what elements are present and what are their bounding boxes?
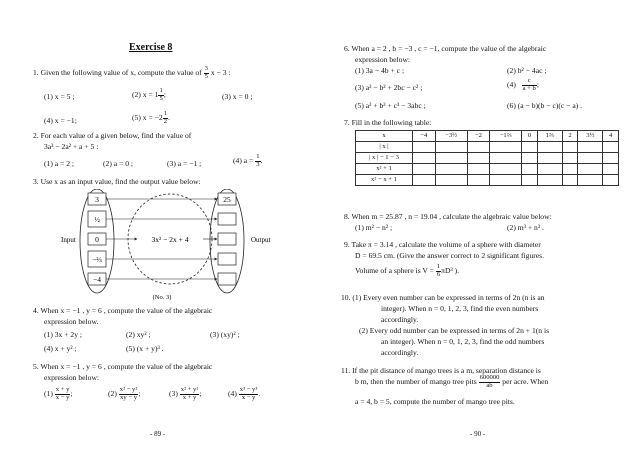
table-header-cell: 4 [603,131,619,142]
input-box-2 [88,211,106,227]
q11-line-3: a = 4, b = 5, compute the number of mango tree pits. [355,397,515,406]
q8-line-1: 8. When m = 25.87 , n = 19.04 , calculate the algebraic value below: [344,212,552,221]
q6-item-3: (3) a² − b² + 2bc − c² ; [355,83,423,92]
q8-item-1: (1) m² − n² ; [355,223,393,232]
q11-line-1: 11. If the pit distance of mango trees is a m, separation distance is [341,366,541,375]
table-row-label: | x | [356,142,413,153]
q1-text: 1. Given the following value of x, compute the value of [33,67,202,77]
table-row-label: x² − x + 1 [356,175,413,186]
q5-item-4: (4) $\frac{\text{x³ − y³}}{x - y}$ . [228,386,261,401]
q1-expr-frac: $\frac{3}{5}$ [204,65,208,80]
table-row [356,175,619,186]
q6-item-6: (6) (a − b)(b − c)(c − a) . [507,101,583,110]
table-header-cell: 3½ [578,131,603,142]
table-row-label: | x | − 1 − 3 [356,153,413,164]
q10-line-5: an integer). When n = 0, 1, 2, 3, find the odd numbers [381,337,545,346]
q8-item-2: (2) m³ + n³ . [507,223,544,232]
q2-line-2: 3a³ − 2a² + a + 5 : [44,142,99,151]
q7-fill-table [355,130,619,186]
q1-expr-tail: x − 3 : [210,67,231,77]
q10-line-1: 10. (1) Every even number can be expressed in terms of 2n (n is an [341,293,545,302]
right-page [319,0,638,452]
q10-line-6: accordingly. [381,348,419,357]
svg-text:25: 25 [223,195,231,204]
q9-line-2: D = 69.5 cm. (Give the answer correct to 2 significant figures. [355,251,545,260]
q1-item-4: (4) x = −1; [44,116,77,125]
q5-line-2: expression below: [44,373,100,382]
page-number-right: - 90 - [470,430,486,438]
output-box-5 [218,273,236,285]
table-row [356,153,619,164]
q4-item-1: (1) 3x + 2y ; [44,330,83,339]
output-box-1 [218,193,236,205]
q9-line-3: Volume of a sphere is V = $\frac{1}{6}$ πD³ ). [355,263,460,278]
q4-line-2: expression below. [44,317,99,326]
q2-item-4: (4) a = $\frac{1}{3}$ . [233,153,263,168]
table-header-cell: 0 [522,131,538,142]
table-header-cell: −1⅔ [490,131,522,142]
q6-line-1: 6. When a = 2 , b = −3 , c = −1, compute the value of the algebraic [344,44,547,53]
q9-line-1: 9. Take π = 3.14 , calculate the volume of a sphere with diameter [344,240,541,249]
q6-line-2: expression below: [355,55,411,64]
q4-item-4: (4) x + y² ; [44,344,77,353]
table-row [356,164,619,175]
q1-item-1: (1) x = 5 ; [44,92,75,101]
table-header-cell: −4 [413,131,436,142]
table-row-label: x² + 1 [356,164,413,175]
q1-item-2: (2) x = 1 $\frac{1}{5}$ ; [132,87,166,102]
diagram-caption: (No. 3) [152,294,172,301]
q5-item-2: (2) $\frac{\text{x² − y²}}{xy - y}$ ; [108,386,141,401]
q10-line-4: (2) Every odd number can be expressed in terms of 2n + 1(n is [359,326,550,335]
output-box-4 [218,253,236,265]
svg-text:−4: −4 [93,275,101,284]
q7-text: 7. Fill in the following table: [344,118,432,127]
output-label: Output [251,236,271,244]
table-header-cell: 2 [562,131,578,142]
table-header-cell: 1⅔ [537,131,562,142]
q10-line-3: accordingly. [381,315,419,324]
q4-item-3: (3) (xy)² ; [210,330,240,339]
input-label: Input [61,236,76,244]
q1-prompt [33,66,231,80]
exercise-title: Exercise 8 [129,42,173,53]
q2-item-2: (2) a = 0 ; [103,159,134,168]
output-box-2 [218,213,236,225]
q1-item-5: (5) x = −2 $\frac{1}{2}$ . [132,110,170,125]
q1-item-3: (3) x = 0 ; [222,92,253,101]
q4-item-5: (5) (x + y)³ . [126,344,164,353]
input-box-5 [88,273,106,285]
input-box-4 [88,251,106,267]
page-number-left: - 89 - [150,430,166,438]
q2-item-1: (1) a = 2 ; [44,159,75,168]
q5-item-1: (1) $\frac{x + y}{x - y}$ ; [44,386,73,401]
function-label: 3x² − 2x + 4 [151,235,189,244]
q5-line-1: 5. When x = −1 , y = 6 , compute the value of the algebraic [33,362,213,371]
svg-text:3: 3 [95,195,99,204]
q6-item-5: (5) a³ + b³ + c³ − 3abc ; [355,101,426,110]
q6-item-1: (1) 3a − 4b + c ; [355,66,405,75]
table-header-cell: −2 [467,131,490,142]
input-box-1 [88,193,106,205]
q10-line-2: integer). When n = 0, 1, 2, 3, find the even numbers [381,304,539,313]
q6-item-2: (2) b² − 4ac ; [507,66,547,75]
table-header-cell: −3½ [435,131,467,142]
q3-text: 3. Use x as an input value, find the output value below: [33,177,201,186]
svg-text:0: 0 [95,235,99,244]
q2-item-3: (3) a = −1 ; [167,159,202,168]
q4-item-2: (2) xy² ; [126,330,151,339]
q2-line-1: 2. For each value of a given below, find the value of [33,131,192,140]
table-header-row [356,131,619,142]
q11-line-2: b m, then the number of mango tree pits $\frac{600000}{ab}$ per acre. When [355,374,549,389]
svg-text:−⅔: −⅔ [92,255,102,264]
input-box-3 [88,233,106,245]
q3-function-machine-diagram [55,189,285,303]
q5-item-3: (3) $\frac{\text{x² + y²}}{x + y}$ ; [169,386,202,401]
table-row [356,142,619,153]
q6-item-4: (4) $\frac{c}{a + b}$ ; [507,77,539,92]
q4-line-1: 4. When x = −1 , y = 6 , compute the value of the algebraic [33,306,213,315]
svg-text:½: ½ [94,215,100,224]
output-box-3 [218,233,236,245]
table-header-cell: x [356,131,413,142]
